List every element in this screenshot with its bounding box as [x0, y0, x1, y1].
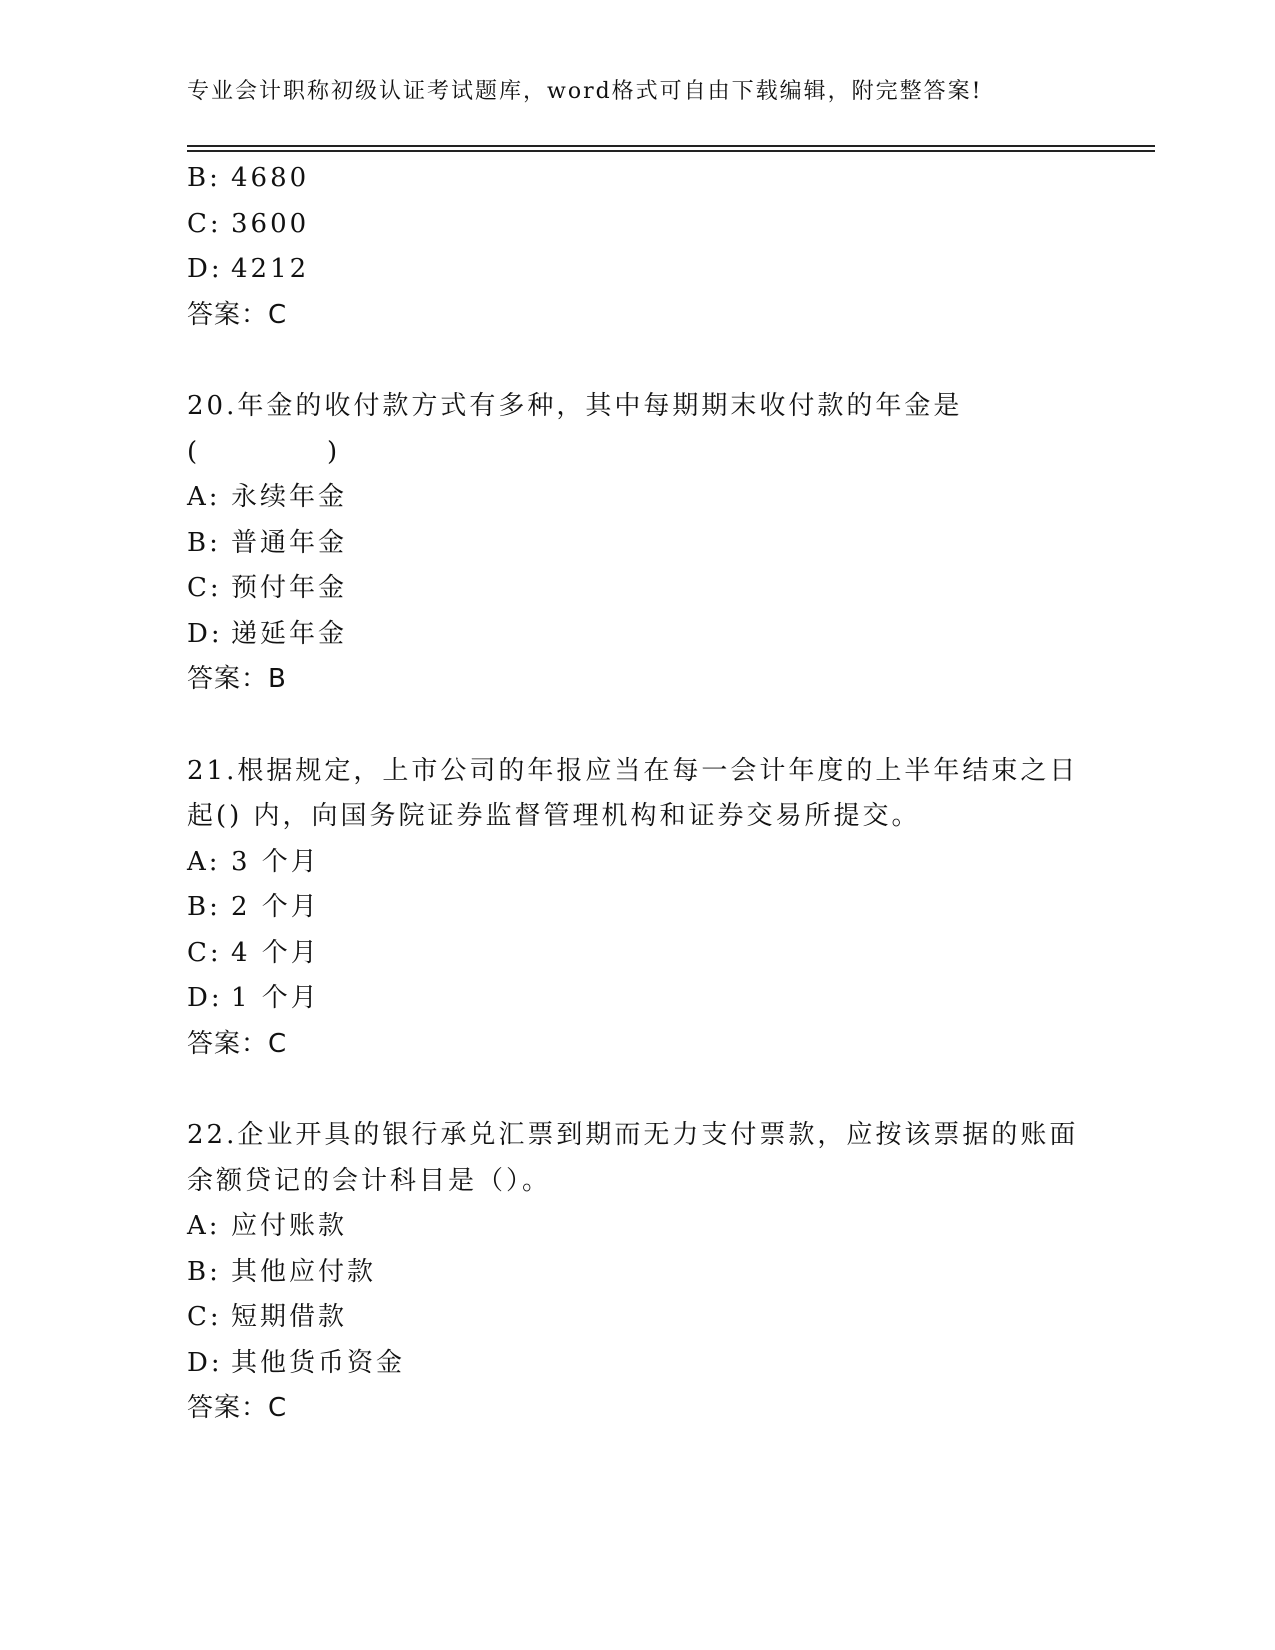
option-text: 应付账款: [231, 1211, 348, 1241]
spacer: [187, 703, 1087, 749]
option-prefix: B:: [187, 892, 221, 922]
option-prefix: D:: [187, 618, 223, 649]
option-prefix: C:: [187, 937, 222, 968]
option-text: 其他应付款: [231, 1256, 377, 1287]
question-19-tail: [187, 156, 1087, 338]
option-c: [187, 931, 1087, 977]
answer-line: 答案：B: [187, 664, 287, 694]
option-a: [187, 475, 1087, 521]
option-text: 1 个月: [231, 983, 320, 1013]
question-20: [187, 384, 1087, 703]
option-b: [187, 521, 1087, 567]
option-text: 预付年金: [231, 573, 348, 603]
option-d: [187, 612, 1087, 658]
option-text: 4212: [231, 254, 310, 284]
option-c: [187, 566, 1087, 612]
question-stem-continued: 余额贷记的会计科目是（）。: [187, 1165, 552, 1196]
option-a: [187, 1204, 1087, 1250]
option-d: [187, 976, 1087, 1022]
option-prefix: B:: [187, 163, 221, 193]
paren-open: (: [187, 436, 201, 467]
option-text: 3 个月: [231, 846, 320, 877]
header-rule-bottom: [187, 150, 1155, 152]
option-text: 3600: [231, 208, 310, 239]
option-text: 短期借款: [231, 1302, 348, 1332]
answer-blank: [187, 430, 1087, 476]
page-header: 专业会计职称初级认证考试题库，word格式可自由下载编辑，附完整答案!: [187, 79, 983, 104]
question-stem: 21.根据规定，上市公司的年报应当在每一会计年度的上半年结束之日: [187, 755, 1079, 786]
answer-line: 答案：C: [187, 1393, 288, 1423]
question-22: [187, 1113, 1087, 1432]
option-text: 递延年金: [231, 618, 348, 649]
question-list: [187, 156, 1087, 1432]
question-stem-continued: 起() 内，向国务院证券监督管理机构和证券交易所提交。: [187, 801, 921, 831]
question-stem: 22.企业开具的银行承兑汇票到期而无力支付票款，应按该票据的账面: [187, 1120, 1079, 1150]
option-prefix: A:: [187, 482, 221, 512]
option-prefix: C:: [187, 1302, 222, 1332]
paren-close: ): [327, 436, 341, 467]
option-text: 永续年金: [231, 482, 348, 512]
question-21: [187, 749, 1087, 1068]
option-prefix: A:: [187, 846, 221, 877]
option-b: [187, 1250, 1087, 1296]
option-text: 2 个月: [231, 892, 320, 922]
spacer: [187, 338, 1087, 384]
option-c: [187, 1295, 1087, 1341]
option-prefix: C:: [187, 573, 222, 603]
option-d: [187, 247, 1087, 293]
option-b: [187, 885, 1087, 931]
option-c: [187, 202, 1087, 248]
answer-line: 答案：C: [187, 299, 288, 330]
spacer: [187, 1067, 1087, 1113]
answer-line: 答案：C: [187, 1028, 288, 1059]
option-a: [187, 840, 1087, 886]
header-rule-top: [187, 145, 1155, 147]
option-b: [187, 156, 1087, 202]
option-text: 4680: [231, 163, 310, 193]
option-prefix: D:: [187, 983, 223, 1013]
option-prefix: D:: [187, 1347, 223, 1378]
option-text: 其他货币资金: [231, 1347, 406, 1378]
option-d: [187, 1341, 1087, 1387]
option-prefix: B:: [187, 527, 221, 558]
option-text: 4 个月: [231, 937, 320, 968]
option-prefix: B:: [187, 1256, 221, 1287]
option-prefix: C:: [187, 208, 222, 239]
option-prefix: D:: [187, 254, 223, 284]
question-stem: 20.年金的收付款方式有多种，其中每期期末收付款的年金是: [187, 391, 963, 421]
option-prefix: A:: [187, 1211, 221, 1241]
option-text: 普通年金: [231, 527, 348, 558]
